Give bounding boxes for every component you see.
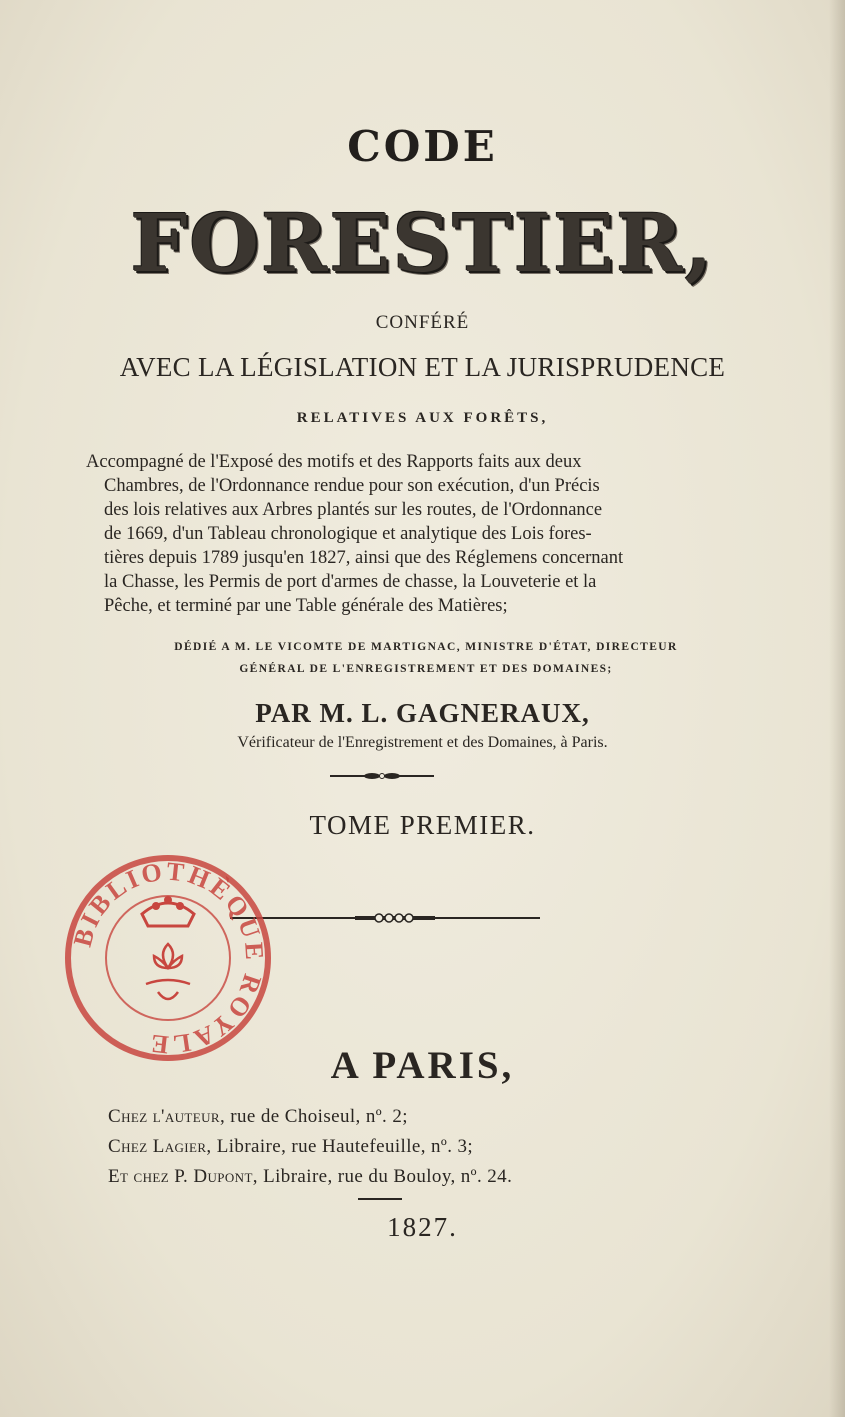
dedication: [86, 636, 766, 680]
imprint-city: A PARIS,: [330, 1044, 515, 1087]
rule-ornament-icon: [355, 911, 435, 925]
address-name: Et chez P. Dupont,: [108, 1166, 258, 1187]
address-name: Chez l'auteur,: [108, 1106, 226, 1127]
author-role: Vérificateur de l'Enregistrement et des Domaines, à Paris.: [237, 734, 608, 751]
address-detail: Libraire, rue Hautefeuille, nº. 3;: [216, 1136, 474, 1157]
subtitle-relatives: RELATIVES AUX FORÊTS,: [296, 410, 549, 426]
rule-ornament-icon: [362, 770, 402, 782]
svg-text:BIBLIOTHÈQUE ROYALE: BIBLIOTHÈQUE ROYALE: [67, 856, 270, 1060]
subtitle-avec: AVEC LA LÉGISLATION ET LA JURISPRUDENCE: [119, 352, 726, 382]
description-line: Pêche, et terminé par une Table générale des Matières;: [104, 596, 508, 616]
address-name: Chez Lagier,: [108, 1136, 212, 1157]
imprint-address: [108, 1136, 473, 1158]
library-stamp-icon: [62, 852, 274, 1064]
imprint-year: 1827.: [387, 1212, 458, 1242]
dedication-line: DÉDIÉ A M. LE VICOMTE DE MARTIGNAC, MINISTRE D'ÉTAT, DIRECTEUR: [174, 641, 678, 653]
volume-label: TOME PREMIER.: [309, 810, 536, 840]
imprint-address: [108, 1106, 408, 1128]
title-line-1: CODE: [347, 122, 498, 171]
description-line: Accompagné de l'Exposé des motifs et des Rapports faits aux deux: [86, 452, 582, 472]
subtitle-confere: CONFÉRÉ: [375, 312, 470, 333]
description-line: tières depuis 1789 jusqu'en 1827, ainsi que des Réglemens concernant: [104, 548, 624, 568]
description-line: la Chasse, les Permis de port d'armes de chasse, la Louveterie et la: [104, 572, 597, 592]
address-detail: Libraire, rue du Bouloy, nº. 24.: [263, 1166, 513, 1187]
imprint-address: [108, 1166, 512, 1188]
ornamental-rule: [358, 1198, 402, 1200]
dedication-line: GÉNÉRAL DE L'ENREGISTREMENT ET DES DOMAINES;: [239, 663, 613, 675]
title-line-2: FORESTIER,: [130, 196, 715, 290]
author-name: PAR M. L. GAGNERAUX,: [255, 698, 590, 728]
address-detail: rue de Choiseul, nº. 2;: [230, 1106, 408, 1127]
description-line: de 1669, d'un Tableau chronologique et analytique des Lois fores-: [104, 524, 592, 544]
description-paragraph: [86, 450, 766, 618]
description-line: Chambres, de l'Ordonnance rendue pour son exécution, d'un Précis: [104, 476, 600, 496]
description-line: des lois relatives aux Arbres plantés sur les routes, de l'Ordonnance: [104, 500, 603, 520]
